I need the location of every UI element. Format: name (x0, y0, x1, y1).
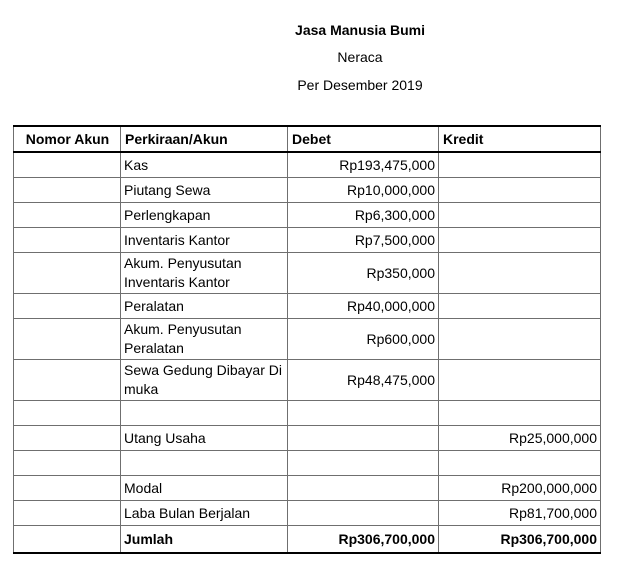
header-debit: Debet (288, 126, 439, 152)
account-number-cell (14, 203, 121, 228)
table-row (14, 319, 601, 360)
account-number-cell (14, 526, 121, 554)
account-name-cell (121, 451, 288, 476)
header-account-number: Nomor Akun (14, 126, 121, 152)
debit-cell (288, 401, 439, 426)
debit-cell: Rp350,000 (288, 253, 439, 294)
table-row (14, 294, 601, 319)
total-credit: Rp306,700,000 (439, 526, 601, 554)
credit-cell (439, 401, 601, 426)
account-name-cell: Akum. Penyusutan Inventaris Kantor (121, 253, 288, 294)
table-row-empty (14, 401, 601, 426)
account-name-cell: Kas (121, 152, 288, 178)
debit-cell: Rp600,000 (288, 319, 439, 360)
debit-cell: Rp6,300,000 (288, 203, 439, 228)
account-number-cell (14, 178, 121, 203)
table-row (14, 476, 601, 501)
account-number-cell (14, 451, 121, 476)
account-number-cell (14, 319, 121, 360)
header-account: Perkiraan/Akun (121, 126, 288, 152)
credit-cell (439, 294, 601, 319)
table-row (14, 152, 601, 178)
report-title: Neraca (337, 49, 383, 65)
credit-cell: Rp25,000,000 (439, 426, 601, 451)
debit-cell (288, 476, 439, 501)
account-number-cell (14, 401, 121, 426)
debit-cell: Rp7,500,000 (288, 228, 439, 253)
debit-cell: Rp193,475,000 (288, 152, 439, 178)
debit-cell: Rp40,000,000 (288, 294, 439, 319)
total-debit: Rp306,700,000 (288, 526, 439, 554)
table-row (14, 253, 601, 294)
account-name-cell: Peralatan (121, 294, 288, 319)
debit-cell: Rp10,000,000 (288, 178, 439, 203)
debit-cell (288, 426, 439, 451)
account-number-cell (14, 228, 121, 253)
table-row (14, 203, 601, 228)
account-name-cell: Perlengkapan (121, 203, 288, 228)
account-name-cell: Piutang Sewa (121, 178, 288, 203)
credit-cell: Rp81,700,000 (439, 501, 601, 526)
table-row-empty (14, 451, 601, 476)
table-row (14, 426, 601, 451)
account-number-cell (14, 476, 121, 501)
credit-cell (439, 178, 601, 203)
debit-cell: Rp48,475,000 (288, 360, 439, 401)
credit-cell (439, 319, 601, 360)
account-name-cell: Sewa Gedung Dibayar Di muka (121, 360, 288, 401)
table-header-row (14, 126, 601, 152)
total-label: Jumlah (121, 526, 288, 554)
credit-cell (439, 360, 601, 401)
credit-cell (439, 203, 601, 228)
table-row (14, 178, 601, 203)
report-period: Per Desember 2019 (297, 77, 423, 93)
account-name-cell: Modal (121, 476, 288, 501)
header-credit: Kredit (439, 126, 601, 152)
debit-cell (288, 451, 439, 476)
credit-cell (439, 228, 601, 253)
table-row (14, 360, 601, 401)
account-number-cell (14, 501, 121, 526)
credit-cell (439, 451, 601, 476)
debit-cell (288, 501, 439, 526)
total-row (14, 526, 601, 554)
table-row (14, 501, 601, 526)
credit-cell (439, 253, 601, 294)
table-row (14, 228, 601, 253)
account-name-cell: Akum. Penyusutan Peralatan (121, 319, 288, 360)
account-number-cell (14, 253, 121, 294)
account-number-cell (14, 294, 121, 319)
account-number-cell (14, 152, 121, 178)
balance-sheet-table (13, 125, 601, 554)
company-name: Jasa Manusia Bumi (295, 22, 425, 38)
account-number-cell (14, 360, 121, 401)
account-name-cell (121, 401, 288, 426)
account-number-cell (14, 426, 121, 451)
account-name-cell: Laba Bulan Berjalan (121, 501, 288, 526)
account-name-cell: Inventaris Kantor (121, 228, 288, 253)
account-name-cell: Utang Usaha (121, 426, 288, 451)
credit-cell: Rp200,000,000 (439, 476, 601, 501)
credit-cell (439, 152, 601, 178)
